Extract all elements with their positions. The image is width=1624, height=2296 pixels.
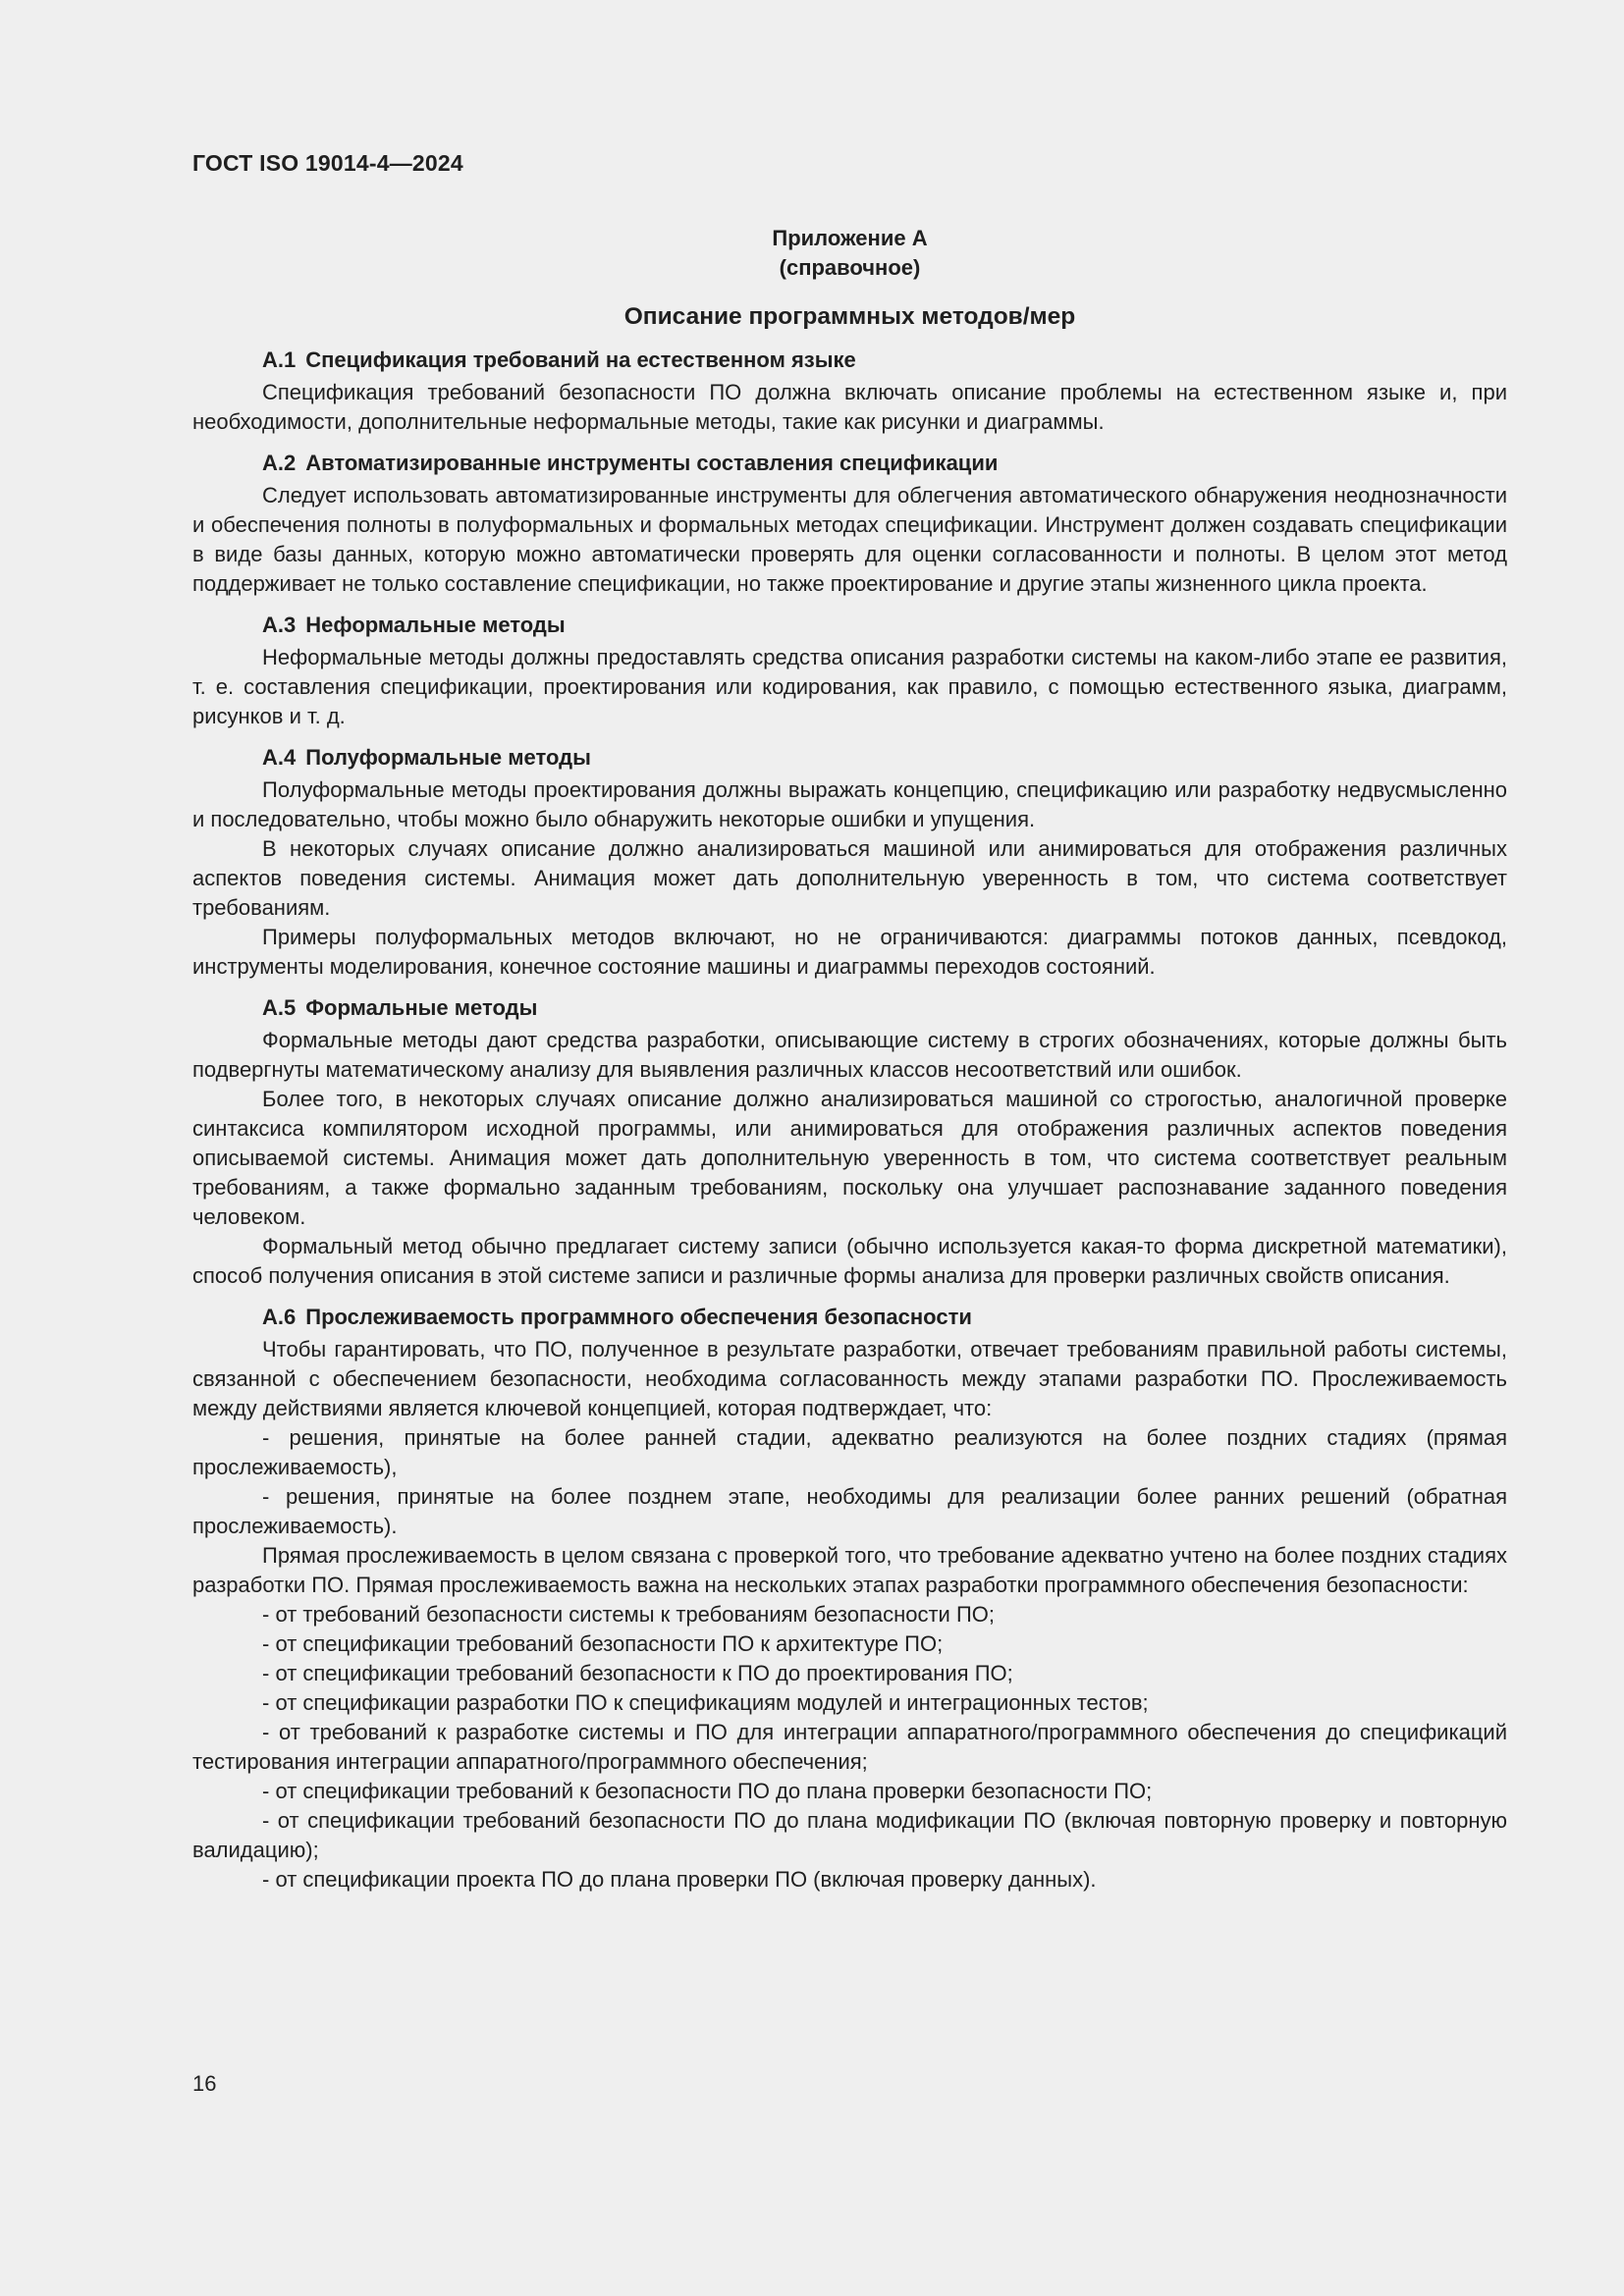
section-number: А.2 xyxy=(262,451,297,475)
section-paragraph: Примеры полуформальных методов включают, но не ограничиваются: диаграммы потоков данных, псевдокод, инструменты моделирования, конечное состояние машины и диаграммы переходов состояний. xyxy=(192,925,1507,979)
section-title: Автоматизированные инструменты составления спецификации xyxy=(305,451,999,475)
section-heading xyxy=(192,743,1507,773)
section-paragraph: Формальный метод обычно предлагает систему записи (обычно используется какая-то форма дискретной математики), способ получения описания в этой системе записи и различные формы анализа для проверки различных свойств описания. xyxy=(192,1234,1507,1288)
page-content xyxy=(192,224,1507,1895)
section-title: Спецификация требований на естественном языке xyxy=(305,347,856,372)
section-paragraph: Чтобы гарантировать, что ПО, полученное в результате разработки, отвечает требованиям правильной работы системы, связанной с обеспечением безопасности, необходима согласованность между этапами разработки ПО. Прослеживаемость между действиями является ключевой концепцией, которая подтверждает, что: xyxy=(192,1337,1507,1420)
section-title: Формальные методы xyxy=(305,995,538,1020)
section-title: Неформальные методы xyxy=(305,613,566,637)
section-paragraph: Формальные методы дают средства разработки, описывающие систему в строгих обозначениях, которые должны быть подвергнуты математическому анализу для выявления различных классов несоответствий или ошибок. xyxy=(192,1028,1507,1082)
section-paragraph: - от спецификации проекта ПО до плана проверки ПО (включая проверку данных). xyxy=(262,1867,1097,1892)
section-heading xyxy=(192,611,1507,640)
page-number: 16 xyxy=(192,2071,217,2096)
section-paragraph: - от требований безопасности системы к требованиям безопасности ПО; xyxy=(262,1602,995,1627)
section-number: А.6 xyxy=(262,1305,297,1329)
section-number: А.4 xyxy=(262,745,297,770)
section-paragraph: - от требований к разработке системы и ПО для интеграции аппаратного/программного обеспечения до спецификаций тестирования интеграции аппаратного/программного обеспечения; xyxy=(192,1720,1507,1774)
section-paragraph: Более того, в некоторых случаях описание должно анализироваться машиной со строгостью, аналогичной проверке синтаксиса компилятором исходной программы, или анимироваться для отображения различных аспектов поведения описываемой системы. Анимация может дать дополнительную уверенность в том, что система соответствует реальным требованиям, а также формально заданным требованиям, поскольку она улучшает распознавание заданного поведения человеком. xyxy=(192,1087,1507,1229)
section-paragraph: Спецификация требований безопасности ПО должна включать описание проблемы на естественном языке и, при необходимости, дополнительные неформальные методы, такие как рисунки и диаграммы. xyxy=(192,380,1507,434)
section-paragraph: - от спецификации требований к безопасности ПО до плана проверки безопасности ПО; xyxy=(262,1779,1153,1803)
sections-container xyxy=(192,346,1507,1895)
annex-title: Описание программных методов/мер xyxy=(623,303,1076,330)
section-title: Прослеживаемость программного обеспечения безопасности xyxy=(305,1305,972,1329)
section-number: А.1 xyxy=(262,347,297,372)
section-heading xyxy=(192,449,1507,478)
annex-label: Приложение А xyxy=(772,226,928,250)
annex-status: (справочное) xyxy=(779,255,921,280)
section-paragraph: Следует использовать автоматизированные инструменты для облегчения автоматического обнаружения неоднозначности и обеспечения полноты в полуформальных и формальных методах спецификации. Инструмент должен создавать спецификации в виде базы данных, которую можно автоматически проверять для оценки согласованности и полноты. В целом этот метод поддерживает не только составление спецификации, но также проектирование и другие этапы жизненного цикла проекта. xyxy=(192,483,1507,596)
section-paragraph: Неформальные методы должны предоставлять средства описания разработки системы на каком-либо этапе ее развития, т. е. составления спецификации, проектирования или кодирования, как правило, с помощью естественного языка, диаграмм, рисунков и т. д. xyxy=(192,645,1507,728)
section-heading xyxy=(192,1303,1507,1332)
section-number: А.3 xyxy=(262,613,297,637)
section-heading xyxy=(192,993,1507,1023)
section-paragraph: - решения, принятые на более ранней стадии, адекватно реализуются на более поздних стадиях (прямая прослеживаемость), xyxy=(192,1425,1507,1479)
section-paragraph: - решения, принятые на более позднем этапе, необходимы для реализации более ранних решений (обратная прослеживаемость). xyxy=(192,1484,1507,1538)
section-heading xyxy=(192,346,1507,375)
document-code: ГОСТ ISO 19014-4—2024 xyxy=(192,150,463,176)
section-paragraph: Полуформальные методы проектирования должны выражать концепцию, спецификацию или разработку недвусмысленно и последовательно, чтобы можно было обнаружить некоторые ошибки и упущения. xyxy=(192,777,1507,831)
section-title: Полуформальные методы xyxy=(305,745,591,770)
section-paragraph: Прямая прослеживаемость в целом связана с проверкой того, что требование адекватно учтено на более поздних стадиях разработки ПО. Прямая прослеживаемость важна на нескольких этапах разработки программного обеспечения безопасности: xyxy=(192,1543,1507,1597)
section-number: А.5 xyxy=(262,995,297,1020)
section-paragraph: - от спецификации требований безопасности ПО к архитектуре ПО; xyxy=(262,1631,944,1656)
section-paragraph: - от спецификации разработки ПО к спецификациям модулей и интеграционных тестов; xyxy=(262,1690,1149,1715)
section-paragraph: В некоторых случаях описание должно анализироваться машиной или анимироваться для отображения различных аспектов поведения системы. Анимация может дать дополнительную уверенность в том, что система соответствует требованиям. xyxy=(192,836,1507,920)
section-paragraph: - от спецификации требований безопасности ПО до плана модификации ПО (включая повторную проверку и повторную валидацию); xyxy=(192,1808,1507,1862)
section-paragraph: - от спецификации требований безопасности к ПО до проектирования ПО; xyxy=(262,1661,1013,1685)
